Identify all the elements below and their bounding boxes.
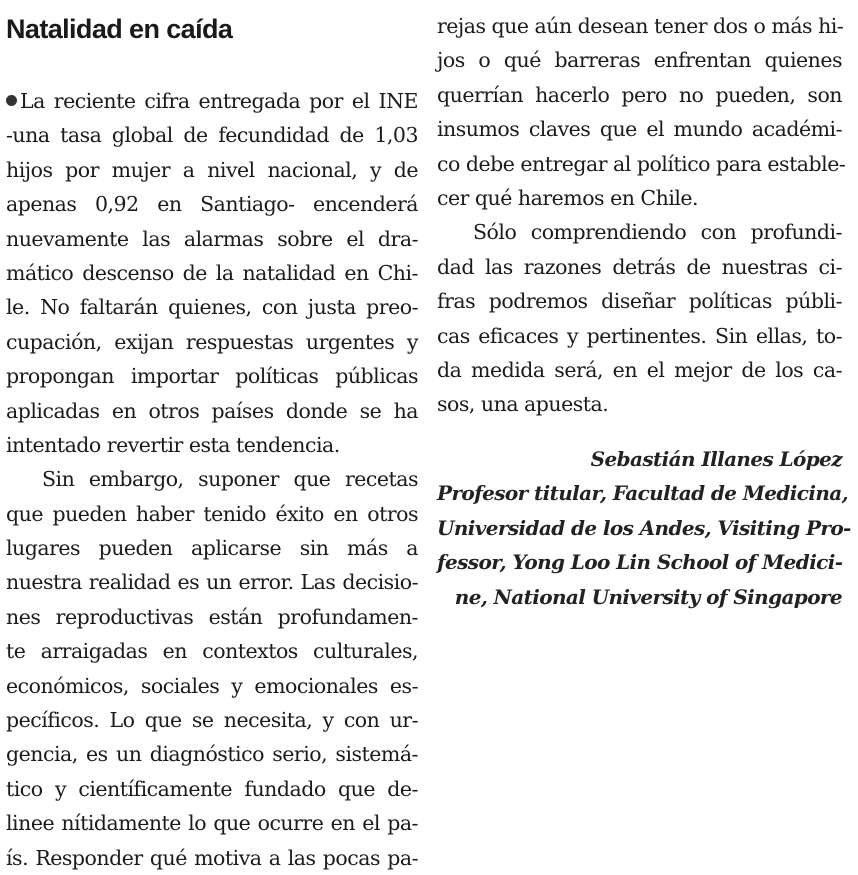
body-line: tico y científicamente fundado que de- [6, 776, 418, 801]
body-line: nuevamente las alarmas sobre el dra- [6, 226, 418, 251]
body-line: que pueden haber tenido éxito en otros [6, 501, 418, 526]
author-affiliation: Profesor titular, Facultad de Medicina, [437, 481, 849, 506]
body-line: cas eficaces y pertinentes. Sin ellas, to- [437, 323, 842, 348]
body-line: ís. Responder qué motiva a las pocas pa- [6, 845, 418, 870]
body-line: Sólo comprendiendo con profundi- [473, 220, 842, 245]
signature-block [437, 442, 851, 614]
body-line: propongan importar políticas públicas [6, 364, 418, 389]
body-line: Sin embargo, suponer que recetas [42, 467, 418, 492]
body-line: jos o qué barreras enfrentan quienes [437, 48, 842, 73]
body-line: hijos por mujer a nivel nacional, y de [6, 157, 418, 182]
body-line: cupación, exijan respuestas urgentes y [6, 329, 418, 354]
body-line: -una tasa global de fecundidad de 1,03 [6, 123, 418, 148]
body-line: dad las razones detrás de nuestras ci- [437, 254, 842, 279]
body-line: intentado revertir esta tendencia. [6, 432, 340, 457]
author-affiliation: Universidad de los Andes, Visiting Pro- [437, 515, 851, 540]
body-line: pecíficos. Lo que se necesita, y con ur- [6, 708, 418, 733]
body-line: aplicadas en otros países donde se ha [6, 398, 418, 423]
body-line: cer qué haremos en Chile. [437, 185, 699, 210]
body-line: La reciente cifra entregada por el INE [6, 84, 418, 118]
body-line: insumos claves que el mundo académi- [437, 117, 842, 142]
author-affiliation: fessor, Yong Loo Lin School of Medici- [437, 550, 843, 575]
body-line: querrían hacerlo pero no pueden, son [437, 82, 842, 107]
body-line: lugares pueden aplicarse sin más a [6, 536, 418, 561]
body-line: rejas que aún desean tener dos o más hi- [437, 14, 844, 38]
body-line: nes reproductivas están profundamen- [6, 604, 418, 629]
author-affiliation: ne, National University of Singapore [454, 584, 842, 609]
left-column [6, 84, 418, 875]
headline: Natalidad en caída [6, 14, 233, 44]
body-line: mático descenso de la natalidad en Chi- [6, 260, 418, 285]
body-line: apenas 0,92 en Santiago- encenderá [6, 192, 418, 217]
author-name: Sebastián Illanes López [590, 447, 842, 471]
body-line: gencia, es un diagnóstico serio, sistemá- [6, 742, 418, 767]
body-line: linee nítidamente lo que ocurre en el pa- [6, 811, 418, 836]
body-line: te arraigadas en contextos culturales, [6, 639, 418, 664]
body-line: le. No faltarán quienes, con justa preo- [6, 295, 418, 320]
body-line: fras podremos diseñar políticas públi- [437, 289, 842, 314]
body-line: económicos, sociales y emocionales es- [6, 673, 418, 698]
right-column [437, 9, 846, 422]
body-line: nuestra realidad es un error. Las decisio- [6, 570, 418, 595]
body-line: co debe entregar al político para estable- [437, 151, 846, 176]
body-line: sos, una apuesta. [437, 392, 609, 417]
bullet-icon [6, 95, 17, 106]
body-line: da medida será, en el mejor de los ca- [437, 357, 842, 382]
